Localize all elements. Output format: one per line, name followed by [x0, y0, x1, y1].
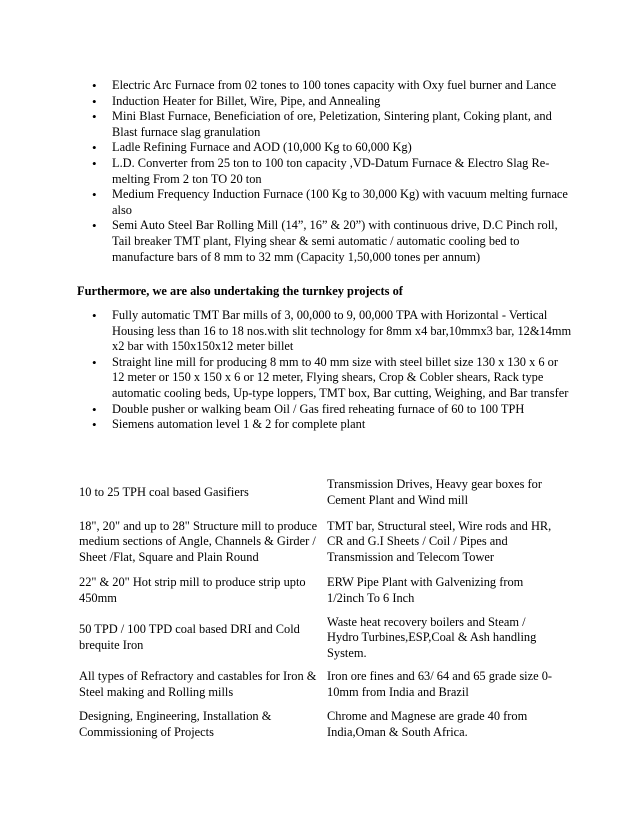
- table-cell: 10 to 25 TPH coal based Gasifiers: [79, 485, 249, 500]
- capabilities-list: [92, 78, 572, 265]
- table-cell: 50 TPD / 100 TPD coal based DRI and Cold brequite Iron: [79, 622, 300, 652]
- table-cell: TMT bar, Structural steel, Wire rods and HR, CR and G.I Sheets / Coil / Pipes and Transmission and Telecom Tower: [327, 518, 552, 564]
- table-cell: 18", 20" and up to 28" Structure mill to produce medium sections of Angle, Channels & Girder / Sheet /Flat, Square and Plain Round: [79, 518, 318, 564]
- list-item: • Ladle Refining Furnace and AOD (10,000 Kg to 60,000 Kg): [92, 140, 572, 156]
- list-item: • Electric Arc Furnace from 02 tones to 100 tones capacity with Oxy fuel burner and Lance: [92, 78, 572, 94]
- list-item: • Induction Heater for Billet, Wire, Pipe, and Annealing: [92, 94, 572, 110]
- turnkey-projects-list: [92, 308, 572, 433]
- list-item: • Medium Frequency Induction Furnace (100 Kg to 30,000 Kg) with vacuum melting furnace also: [92, 187, 572, 218]
- table-row: [75, 510, 561, 568]
- list-item: • Semi Auto Steel Bar Rolling Mill (14”, 16” & 20”) with continuous drive, D.C Pinch roll, Tail breaker TMT plant, Flying shear & semi automatic / automatic cooling bed to manufacture bars of 8 mm to 32 mm (Capacity 1,50,000 tones per annum): [92, 218, 572, 265]
- list-item: • Mini Blast Furnace, Beneficiation of ore, Peletization, Sintering plant, Coking plant, and Blast furnace slag granulation: [92, 109, 572, 140]
- table-row: [75, 704, 561, 744]
- list-item: • Fully automatic TMT Bar mills of 3, 00,000 to 9, 00,000 TPA with Horizontal - Vertical Housing less than 16 to 18 nos.with slit technology for 8mm x4 bar,10mmx3 bar, 12&14mm x2 bar with 150x150x12 meter billet: [92, 308, 572, 355]
- table-cell: Iron ore fines and 63/ 64 and 65 grade size 0-10mm from India and Brazil: [327, 669, 553, 699]
- table-cell: 22" & 20" Hot strip mill to produce strip upto 450mm: [79, 575, 306, 605]
- list-item: • Siemens automation level 1 & 2 for complete plant: [92, 417, 572, 433]
- table-row: [75, 666, 561, 704]
- list-item: • Straight line mill for producing 8 mm to 40 mm size with steel billet size 130 x 130 x 6 or 12 meter or 150 x 150 x 6 or 12 meter, Flying shears, Crop & Cobler shears, Rack type automatic cooling beds, Up-type loppers, TMT box, Bar cutting, Weighing, and Bar transfer: [92, 355, 572, 402]
- list-item: • Double pusher or walking beam Oil / Gas fired reheating furnace of 60 to 100 TPH: [92, 402, 572, 418]
- table-cell: Transmission Drives, Heavy gear boxes for Cement Plant and Wind mill: [327, 477, 542, 507]
- table-row: [75, 568, 561, 610]
- table-cell: ERW Pipe Plant with Galvenizing from 1/2inch To 6 Inch: [327, 575, 524, 605]
- table-cell: Chrome and Magnese are grade 40 from India,Oman & South Africa.: [327, 709, 528, 739]
- table-cell: All types of Refractory and castables for Iron & Steel making and Rolling mills: [79, 669, 317, 699]
- list-item: • L.D. Converter from 25 ton to 100 ton capacity ,VD-Datum Furnace & Electro Slag Re-melting From 2 ton TO 20 ton: [92, 156, 572, 187]
- table-row: [75, 476, 561, 510]
- products-table: [75, 476, 561, 744]
- table-cell: Waste heat recovery boilers and Steam / Hydro Turbines,ESP,Coal & Ash handling System.: [327, 614, 537, 660]
- turnkey-heading: Furthermore, we are also undertaking the turnkey projects of: [77, 284, 403, 298]
- table-row: [75, 610, 561, 666]
- table-cell: Designing, Engineering, Installation & Commissioning of Projects: [79, 709, 272, 739]
